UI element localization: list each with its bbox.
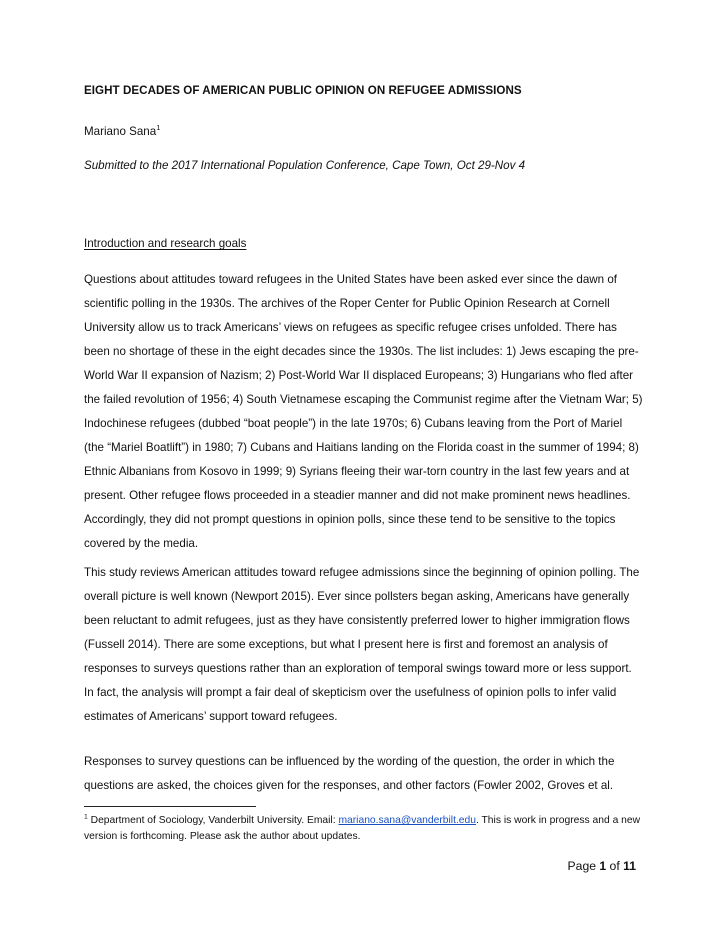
author-line	[84, 125, 644, 138]
page-number-of: of	[606, 859, 624, 873]
author-email-link[interactable]: mariano.sana@vanderbilt.edu	[338, 815, 476, 826]
footnote-text-before: Department of Sociology, Vanderbilt University. Email:	[87, 815, 339, 826]
footnote-text-after: . This is work in progress and a new version is forthcoming. Please ask the author about updates.	[84, 815, 641, 842]
author-name: Mariano Sana	[84, 125, 157, 138]
page-number-current: 1	[599, 859, 607, 873]
page-number-total: 11	[623, 859, 636, 873]
page-number	[568, 859, 636, 873]
body-paragraph-3: Responses to survey questions can be influenced by the wording of the question, the order in which the questions are asked, the choices given for the responses, and other factors (Fowler 2002, Groves et al.	[84, 755, 615, 792]
author-footnote-mark: 1	[156, 123, 161, 133]
body-paragraph-1: Questions about attitudes toward refugees in the United States have been asked ever since the dawn of scientific polling in the 1930s. The archives of the Roper Center for Public Opinion Research at Cornell University allow us to track Americans’ views on refugees as specific refugee crises unfolded. There has been no shortage of these in the eight decades since the 1930s. The list includes: 1) Jews escaping the pre-World War II expansion of Nazism; 2) Post-World War II displaced Europeans; 3) Hungarians who fled after the failed revolution of 1956; 4) South Vietnamese escaping the Communist regime after the Vietnam War; 5) Indochinese refugees (dubbed “boat people”) in the late 1970s; 6) Cubans leaving from the Port of Mariel (the “Mariel Boatlift”) in 1980; 7) Cubans and Haitians landing on the Florida coast in the summer of 1994; 8) Ethnic Albanians from Kosovo in 1999; 9) Syrians fleeing their war-torn country in the last few years and at present. Other refugee flows proceeded in a steadier manner and did not make prominent news headlines. Accordingly, they did not prompt questions in opinion polls, since these tend to be sensitive to the topics covered by the media.	[84, 273, 643, 550]
paper-title: EIGHT DECADES OF AMERICAN PUBLIC OPINION ON REFUGEE ADMISSIONS	[84, 84, 522, 97]
body-paragraph-2: This study reviews American attitudes toward refugee admissions since the beginning of opinion polling. The overall picture is well known (Newport 2015). Ever since pollsters began asking, Americans have generally been reluctant to admit refugees, just as they have consistently preferred lower to higher immigration flows (Fussell 2014). There are some exceptions, but what I present here is first and foremost an analysis of responses to surveys questions rather than an exploration of temporal swings toward more or less support. In fact, the analysis will prompt a fair deal of skepticism over the usefulness of opinion polls to infer valid estimates of Americans’ support toward refugees.	[84, 566, 640, 723]
page-number-prefix: Page	[567, 859, 600, 873]
footnote-mark: 1	[84, 813, 88, 821]
section-heading: Introduction and research goals	[84, 237, 247, 250]
footnote	[84, 813, 644, 845]
footnote-separator	[84, 806, 256, 807]
submission-note: Submitted to the 2017 International Population Conference, Cape Town, Oct 29-Nov 4	[84, 159, 526, 172]
